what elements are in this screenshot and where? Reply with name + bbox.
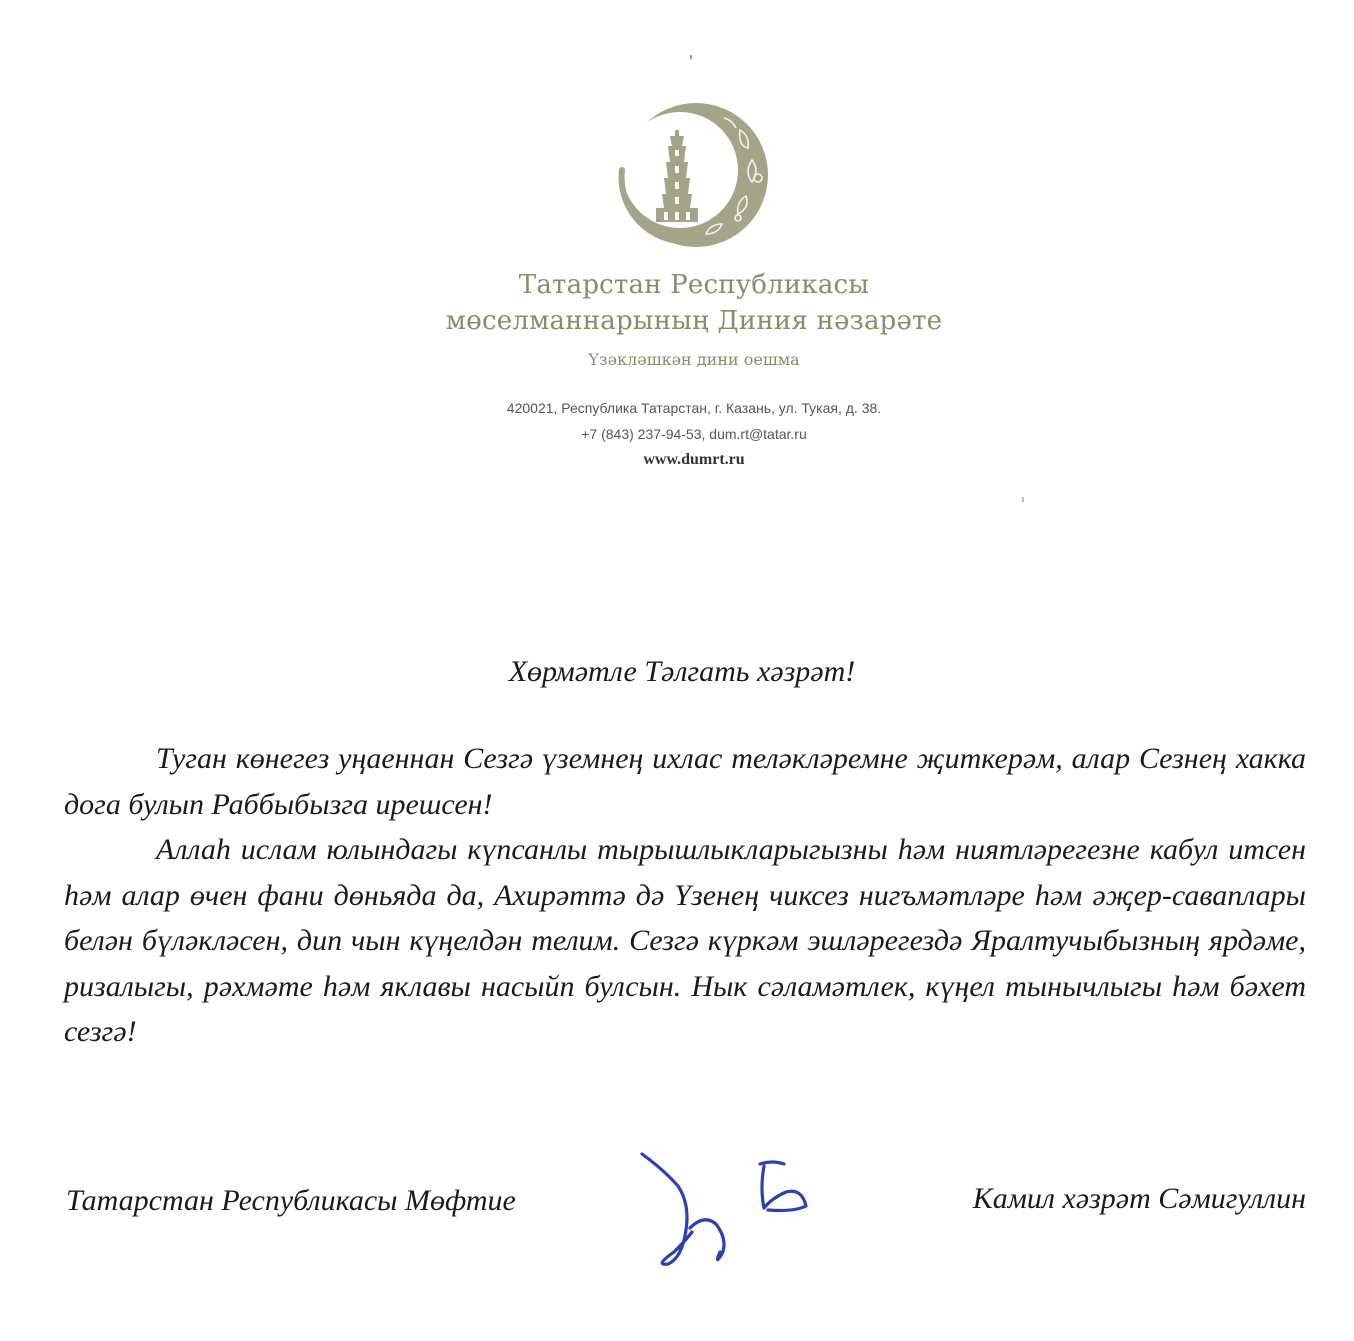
org-subtitle: Үзәкләшкән дини оешма [588, 350, 800, 369]
handwritten-signature [634, 1148, 824, 1273]
letter-paragraph: Аллаһ ислам юлындагы күпсанлы тырышлыкларыгызны һәм ниятләрегезне кабул итсен һәм алар өчен фани дөньяда да, Ахирәттә дә Үзенең чиксез нигъмәтләре һәм әҗер-саваплары белән бүләкләсен, дип чын күңелдән телим. Сезгә күркәм эшләрегездә Яралтучыбызның ярдәме, ризалыгы, рәхмәте һәм яклавы насыйп булсын. Нык сәламәтлек, күңел тынычлыгы һәм бәхет сезгә! [64, 833, 1306, 1048]
letter-body [64, 736, 1306, 1055]
org-name-line1: Татарстан Республикасы [518, 270, 870, 300]
signer-position: Татарстан Республикасы Мөфтие [66, 1184, 516, 1217]
website-link[interactable]: www.dumrt.ru [643, 451, 745, 468]
letter-greeting: Хөрмәтле Тәлгать хәзрәт! [508, 655, 856, 688]
fold-mark [1022, 497, 1024, 502]
scan-speck [690, 55, 692, 59]
phone-email: +7 (843) 237-94-53, dum.rt@tatar.ru [581, 426, 807, 442]
signer-name: Камил хәзрәт Сәмигуллин [972, 1182, 1306, 1215]
address: 420021, Республика Татарстан, г. Казань, ул. Тукая, д. 38. [506, 400, 882, 416]
crescent-minaret-emblem-icon [612, 100, 780, 250]
org-name-line2: мөселманнарының Диния нәзарәте [445, 306, 943, 336]
letter-paragraph: Туган көнегез уңаеннан Сезгә үземнең ихлас теләкләремне җиткерәм, алар Сезнең хакка дога булып Раббыбызга ирешсен! [64, 742, 1306, 821]
